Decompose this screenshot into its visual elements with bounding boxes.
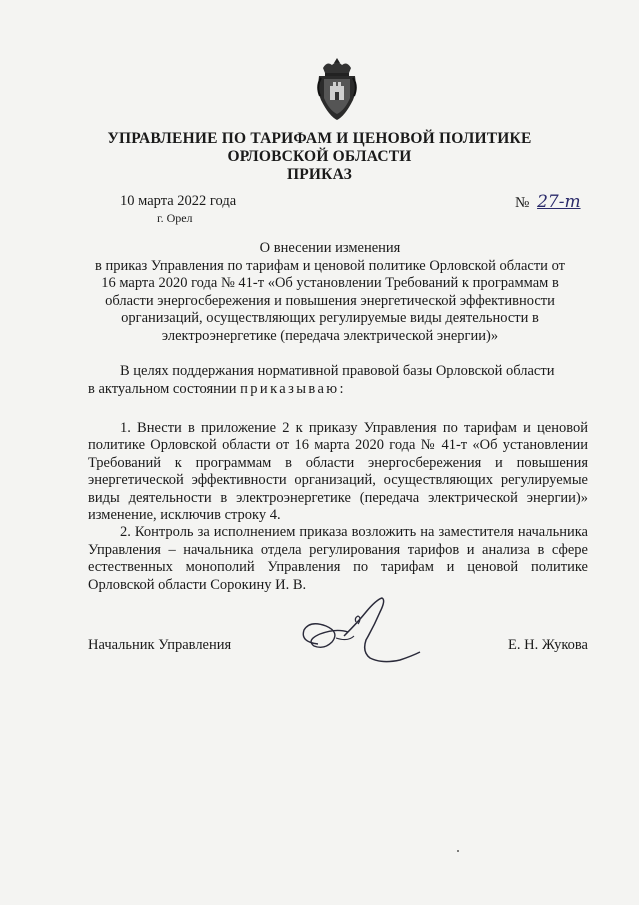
document-type: ПРИКАЗ [286, 166, 352, 183]
preamble [88, 363, 588, 398]
order-word: приказываю: [240, 380, 346, 397]
scan-speck [457, 850, 459, 852]
agency-title-line1: УПРАВЛЕНИЕ ПО ТАРИФАМ И ЦЕНОВОЙ ПОЛИТИКЕ [107, 130, 532, 147]
document-date: 10 марта 2022 года [120, 193, 237, 209]
document-number [515, 192, 581, 212]
agency-title-line2: ОРЛОВСКОЙ ОБЛАСТИ [227, 148, 412, 165]
signer-position: Начальник Управления [88, 637, 232, 653]
number-prefix: № [515, 195, 530, 211]
order-item-1: 1. Внести в приложение 2 к приказу Управления по тарифам и ценовой политике Орловской области от 16 марта 2020 года № 41-т «Об установлении Требований к программам в области энергосбережения и повышения энергетической эффективности организаций, осуществляющих регулируемые виды деятельности в электроэнергетике (передача электрической энергии)» изменение, исключив строку 4. [88, 420, 588, 524]
preamble-line2-start: в актуальном состоянии [88, 380, 241, 397]
order-item-2: 2. Контроль за исполнением приказа возложить на заместителя начальника Управления – начальника отдела регулирования тарифов и анализа в сфере естественных монополий Управления по тарифам и ценовой политике Орловской области Сорокину И. В. [88, 524, 588, 593]
document-subject [80, 240, 580, 346]
subject-line: 16 марта 2020 года № 41-т «Об установлении Требований к программам в [101, 275, 559, 292]
signer-name: Е. Н. Жукова [507, 637, 588, 653]
subject-line: в приказ Управления по тарифам и ценовой политике Орловской области от [95, 257, 565, 274]
handwritten-number: 27-т [537, 192, 581, 212]
subject-line: области энергосбережения и повышения энергетической эффективности [105, 292, 555, 309]
subject-line: организаций, осуществляющих регулируемые виды деятельности в [121, 310, 539, 327]
preamble-line2 [88, 381, 588, 399]
order-items [88, 420, 588, 594]
subject-line: О внесении изменения [259, 240, 401, 256]
document-header [0, 130, 639, 184]
coat-of-arms-emblem [315, 56, 359, 122]
subject-line: электроэнергетике (передача электрической энергии)» [161, 327, 499, 344]
preamble-line1: В целях поддержания нормативной правовой базы Орловской области [120, 363, 555, 379]
handwritten-signature [296, 592, 426, 672]
document-city: г. Орел [157, 211, 193, 225]
